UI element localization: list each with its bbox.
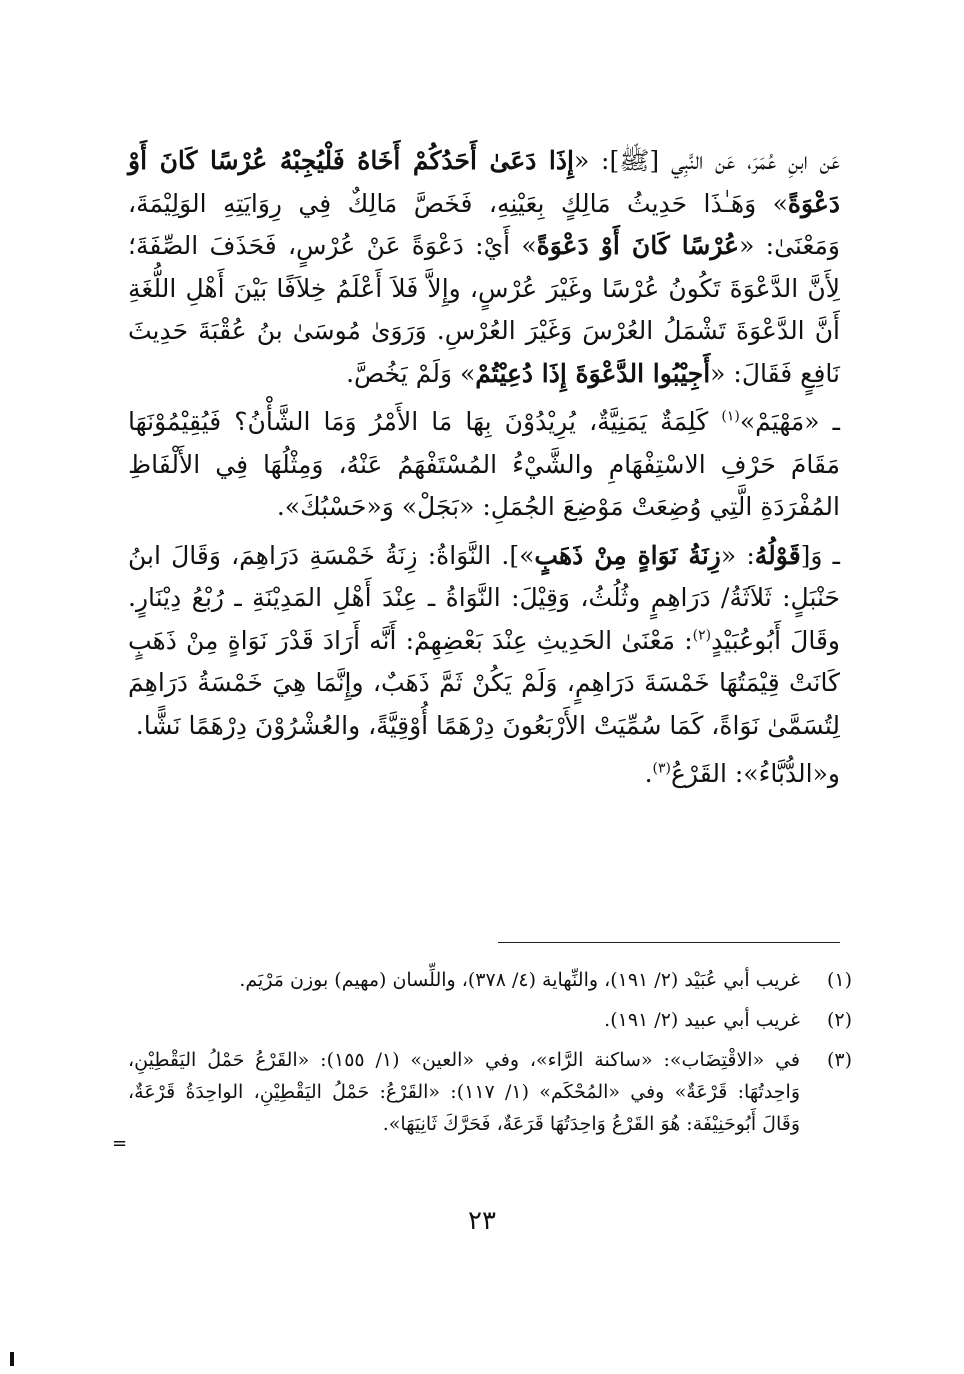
footnote-ref-2[interactable]: (٢) (692, 627, 712, 644)
text-run: . (644, 759, 653, 788)
bold-phrase: قَوْلُهُ (754, 540, 801, 570)
footnote-number: (٢) (826, 1009, 852, 1031)
text-run: ـ «مَهْيَمْ» (739, 407, 840, 436)
hadith-quote: أَجِيْبُوا الدَّعْوَةَ إِذَا دُعِيْتُمْ (475, 358, 711, 388)
hadith-quote: عُرْسًا كَانَ أَوْ دَعْوَةً (536, 231, 740, 260)
footnote-number: (١) (826, 969, 852, 991)
text-run: كَلِمَةٌ يَمَنِيَّةٌ، يُرِيْدُوْنَ بِهَا مَا الأَمْرُ وَمَا الشَّأْنُ؟ فَيُقِيْمُوْنَهَا مَقَامَ حَرْفِ الاسْتِفْهَامِ والشَّيْءُ المُسْتَفْهَمُ عَنْهُ، وَمِثْلُهَا فِي الأَلْفَاظِ المُفْرَدَةِ الَّتِي وُضِعَتْ مَوْضِعَ الجُمَلِ: «بَجَلْ» وَ«حَسْبُكَ». (128, 407, 840, 521)
text-run: » وَلَمْ يَخُصَّ. (346, 358, 476, 388)
scan-corner-mark (10, 1352, 14, 1366)
text-run: » أَيْ: دَعْوَةً عَنْ عُرْسٍ، فَحَذَفَ الصِّفَةَ؛ لِأَنَّ الدَّعْوَةَ تَكُونُ عُرْسًا وغَيْرَ عُرْسٍ، وإِلاَّ فَلاَ أَعْلَمُ خِلاَفًا بَيْنَ أَهْلِ اللُّغَةِ أَنَّ الدَّعْوَةَ تَشْمَلُ العُرْسَ وَغَيْرَ العُرْسِ. وَرَوَىٰ مُوسَىٰ بنُ عُقْبَةَ حَدِيثَ نَافِعٍ فَقَالَ: « (128, 231, 840, 388)
footnote-divider (498, 942, 840, 943)
footnote-1 (128, 964, 852, 996)
paragraph-3 (128, 535, 840, 748)
footnote-ref-3[interactable]: (٣) (652, 760, 672, 777)
text-run: : مَعْنَىٰ الحَدِيثِ عِنْدَ بَعْضِهِمْ: أَنَّه أَرَادَ قَدْرَ نَوَاةٍ مِنْ ذَهَبٍ كَانَتْ قِيْمَتُهَا خَمْسَةَ دَرَاهِمٍ، وَلَمْ يَكُنْ ثَمَّ ذَهَبٌ، وإِنَّمَا هِيَ خَمْسَةُ دَرَاهِمَ لِتُسَمَّىٰ نَوَاةً، كَمَا سُمِّيَتْ الأَرْبَعُونَ دِرْهَمًا أُوْقِيَّةً، والعُشْرُوْنَ دِرْهَمًا نَشًّا. (128, 625, 840, 740)
footnote-ref-1[interactable]: (١) (721, 408, 740, 425)
text-run: عَن ابنِ عُمَرَ، عَن النَّبِي [ﷺ]: « (573, 146, 840, 175)
footnote-text: غريب أبي عبيد (٢/ ١٩١). (604, 1009, 800, 1031)
paragraph-2 (128, 401, 840, 529)
hadith-quote: زِنَةُ نَوَاةٍ مِنْ ذَهَبٍ (534, 540, 721, 570)
text-run: ـ وَ[ (800, 540, 840, 570)
main-text (128, 140, 840, 796)
text-run: و«الدُّبَّاءُ»: القَرْعُ (671, 759, 840, 788)
footnote-text: في «الاقْتِضَاب»: «ساكنة الرَّاء»، وفي «العين» (١/ ١٥٥): «القَرْعُ حَمْلُ اليَقْطِيْنِ، وَاحِدتُهَا: قَرْعَةٌ» وفي «المُحْكَم» (١/ ١١٧): «القَرْعُ: حَمْلُ اليَقْطِيْنِ، الواحِدَةُ قَرْعَةٌ، وَقَالَ أَبُوحَنِيْفَة: هُوَ القَرْعُ وَاحِدَتُهَا قَرَعَةٌ، فَحَرَّكَ ثَانِيَهَا». (128, 1049, 800, 1135)
footnote-3 (128, 1044, 852, 1140)
footnote-2 (128, 1004, 852, 1036)
text-run: : « (720, 540, 755, 570)
hadith-quote: إِذَا دَعَىٰ أَحَدُكُمْ أَخَاهُ فَلْيُجِبْهُ عُرْسًا كَانَ أَوْ دَعْوَةً (128, 146, 840, 218)
footnotes (128, 964, 852, 1148)
paragraph-4 (128, 753, 840, 796)
text-run: »]. النَّوَاةُ: زِنَةُ خَمْسَةِ دَرَاهِمَ، وَقَالَ ابنُ حَنْبَلٍ: ثَلاَثَةُ/ دَرَاهِمٍ وثُلُثُ، وَقِيْلَ: النَّوَاةُ ـ عِنْدَ أَهْلِ المَدِيْنَةِ ـ رُبْعُ دِيْنَارٍ. وقَالَ أَبُوعُبَيْدٍ (128, 540, 840, 655)
paragraph-1 (128, 140, 840, 395)
text-run: » وَهَـٰذَا حَدِيثُ مَالِكٍ بِعَيْنِهِ، فَخَصَّ مَالِكٌ فِي رِوَايَتِهِ الوَلِيْمَةَ، وَمَعْنَىٰ: « (128, 188, 840, 260)
footnote-text: غريب أبي عُبَيْد (٢/ ١٩١)، والنِّهاية (٤/ ٣٧٨)، واللِّسان (مهيم) بوزن مَرْيَم. (239, 969, 800, 991)
page-number: ٢٣ (468, 1206, 496, 1236)
footnote-number: (٣) (826, 1049, 852, 1071)
continuation-mark: = (112, 1133, 128, 1154)
